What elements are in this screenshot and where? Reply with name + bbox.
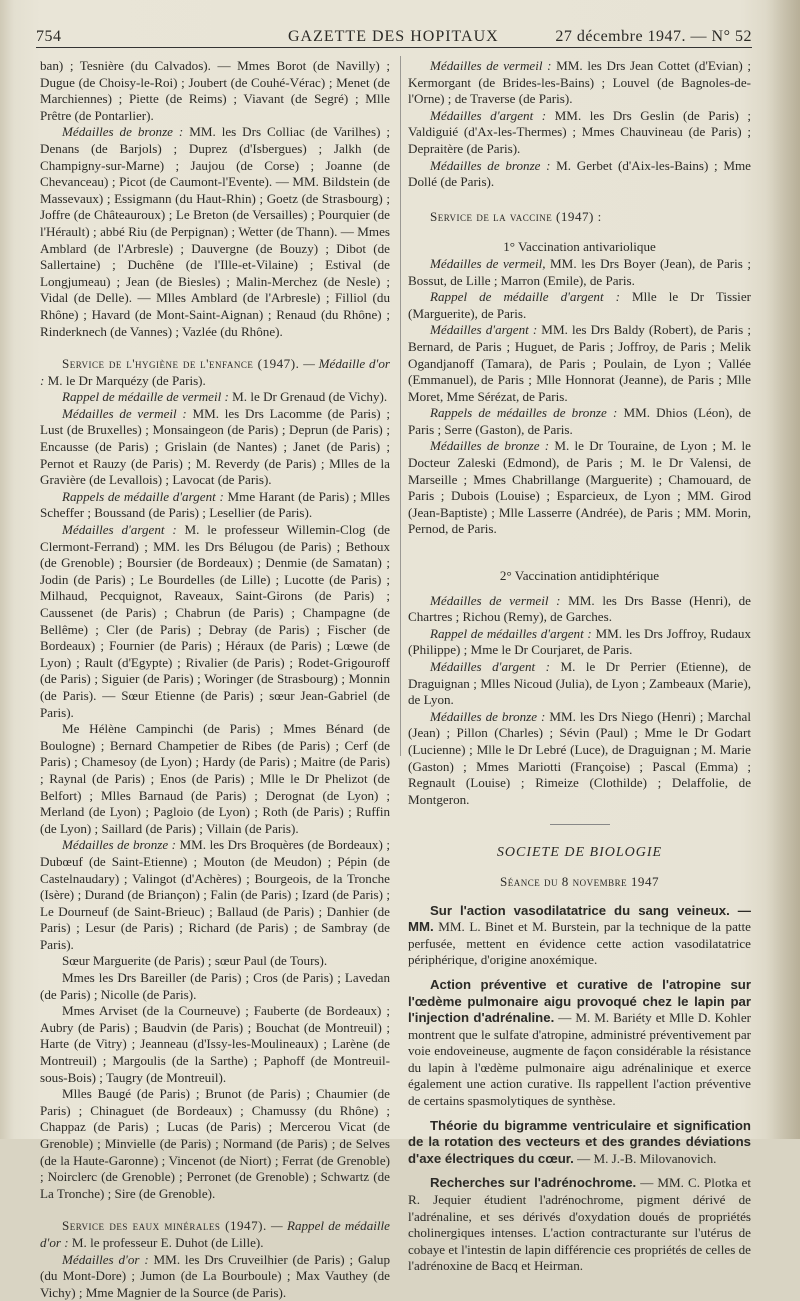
award-label: Médailles d'argent : — [62, 522, 177, 538]
award-label: Médailles de bronze : — [62, 837, 177, 853]
award-list: M. le Dr Touraine, de Lyon ; M. le Docteur Zaleski (Edmond), de Paris ; M. le Dr Valensi, de Marseille ; Mmes Chabrillange (Marguerite) ; Chamouard, de Paris ; Dubois (Louise) ; Esparcieux, de Lyon ; MM. Girod (Jean-Baptiste) ; Mlle Lasserre (Andrée), de Paris ; MM. Morin, Pernod, de Paris. — [408, 438, 751, 537]
article-title: Théorie du bigramme ventriculaire et signification de la rotation des vecteurs et des grandes déviations d'axe électriques du cœur. — [408, 1117, 751, 1166]
section-title: Service des eaux minérales (1947). — [62, 1218, 267, 1234]
column-divider — [400, 56, 401, 756]
award-list: M. Gerbet (d'Aix-les-Bains) ; Mme Dollé (de Paris). — [408, 157, 751, 190]
award-label: Rappel de médaille d'argent : — [430, 289, 620, 305]
page-edge-shadow — [766, 0, 800, 1139]
paragraph — [408, 659, 751, 709]
paragraph: Mlles Baugé (de Paris) ; Brunot (de Paris) ; Chaumier (de Paris) ; Chinaguet (de Bordeaux) ; Chamussy (du Rhône) ; Chappaz (de Paris) ; Lucas (de Paris) ; Mercerou Vicat (de Grenoble) ; Minvielle (de Paris) ; Normand (de Paris) ; de Selves (de la Haute-Garonne) ; Vincenot (de Niort) ; Ferrat (de Grenoble) ; Noirclerc (de Grenoble) ; Perronet (de Grenoble) ; Schwartz (de La Tronche) ; Sire (de Grenoble). — [40, 1086, 390, 1201]
award-list: M. le Dr Perrier (Etienne), de Draguignan ; Mlles Nicoud (Julia), de Lyon ; Zambeaux (Marie), de Lyon. — [408, 659, 751, 708]
award-label: Médailles d'argent : — [430, 107, 547, 123]
award-list: MM. les Drs Niego (Henri) ; Marchal (Jean) ; Pillon (Charles) ; Sévin (Paul) ; Mme le Dr Godart (Lucienne) ; Mlle le Dr Lebré (Luce), de Draguignan ; M. Marie (Gaston) ; Mmes Mariotti (Françoise) ; Pascal (Emma) ; Regnault (Louise) ; Rimeize (Clothilde) ; Delaffolie, de Montgeron. — [408, 708, 751, 807]
award-list: M. le Dr Marquézy (de Paris). — [44, 372, 206, 388]
award-label: Médailles de bronze : — [62, 124, 184, 140]
award-label: Médailles d'argent : — [430, 322, 538, 338]
article-text: — M. J.-B. Milovanovich. — [573, 1150, 717, 1166]
paragraph — [408, 256, 751, 289]
paragraph — [40, 522, 390, 721]
award-list: M. le Dr Grenaud (de Vichy). — [228, 389, 388, 405]
article-title: Action préventive et curative de l'atropine sur l'œdème pulmonaire aigu provoqué chez le lapin par l'injection d'adrénaline. — [408, 976, 751, 1026]
award-list: MM. les Drs Joffroy, Rudaux (Philippe) ; Mme le Dr Courjaret, de Paris. — [408, 625, 751, 658]
article-abstract — [408, 1118, 751, 1168]
award-list: MM. les Drs Boyer (Jean), de Paris ; Bossut, de Lille ; Marron (Emile), de Paris. — [408, 255, 751, 288]
award-label: Médailles de vermeil : — [430, 58, 552, 73]
award-list: MM. les Drs Lacomme (de Paris) ; Lust (de Bruxelles) ; Monsaingeon (de Paris) ; Deprun (de Paris) ; Encausse (de Paris) ; Grislain (de Nantes) ; Janet (de Paris) ; Pernot et Rauzy (de Paris) ; M. Reverdy (de Paris) ; Mlles de la Gravière (de Levallois) ; Lavocat (de Paris). — [40, 405, 390, 488]
award-label: Rappels de médailles de bronze : — [430, 405, 618, 421]
left-column — [40, 58, 390, 1301]
award-list: MM. Dhios (Léon), de Paris ; Serre (Gaston), de Paris. — [408, 405, 751, 437]
paragraph — [408, 108, 751, 158]
section-title: Service de la vaccine (1947) : — [430, 208, 602, 224]
paragraph: Me Hélène Campinchi (de Paris) ; Mmes Bénard (de Boulogne) ; Bernard Champetier de Ribes (de Paris) ; Cerf (de Paris) ; Chamesoy (de Lyon) ; Hardy (de Paris) ; Maitre (de Paris) ; Raynal (de Paris) ; Enos (de Paris) ; Mlle le Dr Phelizot (de Belfort) ; Mlles Barnaud (de Paris) ; Derognat (de Lyon) ; Merland (de Lyon) ; Pagloio (de Lyon) ; Roth (de Paris) ; Ruffin (de Lyon) ; Saillard (de Paris) ; Villain (de Paris). — [40, 721, 390, 836]
paragraph — [408, 709, 751, 809]
journal-title: GAZETTE DES HOPITAUX — [288, 28, 499, 45]
award-label: Rappel de médailles d'argent : — [430, 625, 592, 641]
award-label: Médailles de vermeil, — [430, 255, 546, 271]
award-label: Médailles de vermeil : — [430, 592, 561, 608]
award-list: Mlle le Dr Tissier (Marguerite), de Paris. — [408, 289, 751, 321]
paragraph — [40, 489, 390, 522]
award-list: MM. les Drs Geslin (de Paris) ; Valdiguié (d'Ax-les-Thermes) ; Mmes Chauvineau (de Paris) ; Depraitère (de Paris). — [408, 107, 751, 156]
header-rule — [36, 47, 752, 48]
paragraph — [40, 837, 390, 953]
award-list: M. le professeur E. Duhot (de Lille). — [68, 1234, 264, 1250]
paragraph — [408, 438, 751, 538]
award-list: MM. les Drs Broquères (de Bordeaux) ; Dubœuf (de Saint-Etienne) ; Mouton (de Meudon) ; Pépin (de Castelnaudary) ; Valingot (d'Achères) ; Bourgeois, de la Tronche (Isère) ; Durand (de Briançon) ; Falin (de Paris) ; Izard (de Paris) ; Le Dourneuf (de Saint-Brieuc) ; Ballaud (de Paris) ; Danhier (de Paris) ; Lesur (de Paris) ; Richard (de Paris) ; de Sambray (de Paris). — [40, 837, 390, 952]
article-text: — M. M. Bariéty et Mlle D. Kohler montrent que le sulfate d'atropine, administré préventivement par voie endoveineuse, augmente de façon considérable la résistance du lapin à l'œdème pulmonaire aigu adrénalinique et exerce également une action curative. Ils rappellent l'action préventive de certains spasmolytiques de synthèse. — [408, 1010, 751, 1109]
award-label: Médailles d'argent : — [430, 659, 550, 674]
session-date: Séance du 8 novembre 1947 — [499, 873, 660, 889]
paragraph: Mmes Arviset (de la Courneuve) ; Fauberte (de Bordeaux) ; Aubry (de Paris) ; Baudvin (de Paris) ; Bouchat (de Montreuil) ; Harte (de Vitry) ; Jeanneau (d'Issy-les-Moulineaux) ; Larène (de Montreuil) ; Margoulis (de la Sarthe) ; Paphoff (de Montreuil-sous-Bois) ; Taugry (de Montreuil). — [40, 1003, 390, 1085]
paragraph — [408, 289, 751, 322]
page-number: 754 — [36, 28, 62, 45]
award-label: — Médaille d'or : — [40, 356, 390, 388]
paragraph — [408, 58, 751, 108]
award-list: M. le professeur Willemin-Clog (de Clermont-Ferrand) ; MM. les Drs Bélugou (de Paris) ; Bethoux (de Grenoble) ; Boursier (de Bordeaux) ; Denmie (de Samatan) ; Jodin (de Paris) ; Le Bourdelles (de Lille) ; Lucotte (de Paris) ; Milhaud, Pecquignot, Raveaux, Saint-Girons (de Paris) ; Caussenet (de Paris) ; Chabrun (de Paris) ; Champagne (de Bellême) ; Cler (de Paris) ; Debray (de Paris) ; Fischer (de Bordeaux) ; Fournier (de Paris) ; Héraux (de Paris) ; Lœwe (de Lyon) ; Rault (d'Egypte) ; Rivalier (de Paris) ; Rodet-Grigouroff (de Paris) ; Siguier (de Paris) ; Woringer (de Strasbourg) ; Monnin (de Paris). — Sœur Etienne (de Paris) ; sœur Jean-Gabriel (de Paris). — [40, 522, 390, 720]
article-text: MM. L. Binet et M. Burstein, par la technique de la patte perfusée, mettent en évidence cette action vasodilatatrice périphérique, d'origine anoxémique. — [408, 919, 751, 968]
paragraph: Mmes les Drs Bareiller (de Paris) ; Cros (de Paris) ; Lavedan (de Paris) ; Nicolle (de Paris). — [40, 970, 390, 1002]
paragraph — [408, 626, 751, 659]
award-list: MM. les Drs Baldy (Robert), de Paris ; Bernard, de Paris ; Huguet, de Paris ; Joffroy, de Paris ; Melik Ogandjanoff (Tamara), de Paris ; Poulain, de Lyon ; Vallée (Emmanuel), de Paris ; Mlle Honnorat (Jeanne), de Paris ; Mlle Moret, Mme Sérézat, de Paris. — [408, 322, 752, 404]
paragraph: ban) ; Tesnière (du Calvados). — Mmes Borot (de Navilly) ; Dugue (de Choisy-le-Roi) ; Joubert (de Couhé-Vérac) ; Menet (de Marchiennes) ; Piette (de Reims) ; Viavant (de Segré) ; Mlle Prêtre (de Pontarlier). — [40, 58, 390, 123]
subsection-title: 1° Vaccination antivariolique — [503, 239, 656, 255]
article-abstract — [408, 1175, 751, 1275]
article-title: Sur l'action vasodilatatrice du sang veineux. — MM. — [408, 902, 751, 935]
award-label: Médailles de bronze : — [430, 708, 546, 724]
section-paragraph — [40, 356, 390, 389]
award-label: Rappels de médaille d'argent : — [62, 488, 224, 504]
paragraph — [40, 124, 390, 340]
paragraph — [40, 389, 390, 406]
award-label: Médailles d'or : — [62, 1251, 149, 1267]
section-paragraph — [40, 1218, 390, 1251]
paragraph — [40, 406, 390, 489]
paragraph — [40, 1252, 390, 1301]
section-divider — [550, 824, 610, 825]
society-heading — [408, 845, 751, 862]
paragraph — [408, 322, 751, 405]
paragraph — [408, 158, 751, 191]
award-label: Médailles de vermeil : — [62, 405, 187, 421]
award-list: MM. les Drs Basse (Henri), de Chartres ; Richou (Remy), de Garches. — [408, 592, 751, 625]
subsection-title: 2° Vaccination antidiphtérique — [499, 568, 660, 584]
society-heading-text: SOCIETE DE BIOLOGIE — [496, 845, 663, 861]
paragraph: Sœur Marguerite (de Paris) ; sœur Paul (de Tours). — [62, 953, 328, 969]
issue-date: 27 décembre 1947. — N° 52 — [555, 28, 752, 45]
award-label: Rappel de médaille de vermeil : — [62, 389, 229, 405]
award-list: MM. les Drs Jean Cottet (d'Evian) ; Kermorgant (de Brides-les-Bains) ; Louvel (de Bagnoles-de-l'Orne) ; de Traverse (de Paris). — [408, 58, 751, 107]
article-text: — MM. C. Plotka et R. Jequier étudient l'adrénochrome, pigment dérivé de l'adrénaline, et ses dérivés d'oxydation doués de propriétés cholinergiques intenses. L'action contracturante sur l'utérus de cobaye et l'intestin de lapin différencie ces propriétés de celles de l'adrénoxine de Bacq et Heirman. — [408, 1175, 751, 1274]
award-label: Médailles de bronze : — [430, 438, 550, 454]
article-title: Recherches sur l'adrénochrome. — [430, 1175, 637, 1191]
section-paragraph — [408, 209, 751, 226]
right-column — [408, 58, 751, 1275]
paragraph — [408, 405, 751, 438]
award-label: Médailles de bronze : — [430, 157, 551, 173]
section-title: Service de l'hygiène de l'enfance (1947). — [62, 356, 300, 372]
paragraph — [408, 593, 751, 626]
article-abstract — [408, 903, 751, 969]
article-abstract — [408, 977, 751, 1110]
award-list: MM. les Drs Cruveilhier (de Paris) ; Galup (du Mont-Dore) ; Jumon (de La Bourboule) ; Max Vauthey (de Vichy) ; Mme Magnier de la Source (de Paris). — [40, 1251, 391, 1300]
award-list: MM. les Drs Colliac (de Varilhes) ; Denans (de Barjols) ; Duprez (d'Isbergues) ; Jalkh (de Champigny-sur-Marne) ; Jaujou (de Corse) ; Joanne (de Chevanceau) ; Picot (de Caumont-l'Evente). — MM. Bildstein (de Massevaux) ; Essigmann (du Haut-Rhin) ; Goetz (de Strasbourg) ; Joffre (de Châteauroux) ; Le Breton (de Versailles) ; Pourquier (de l'Hérault) ; abbé Riu (de Perpignan) ; Wetter (de Thann). — Mmes Amblard (de l'Arbresle) ; Dauvergne (de Bouzy) ; Dibot (de Sallertaine) ; Duchêne (de l'Ille-et-Vilaine) ; Estival (de Longjumeau) ; Jean (de Biesles) ; Malin-Merchez (de Nesle) ; Vidal (de Delle). — Mlles Amblard (de l'Arbresle) ; Filliol (du Rhône) ; Havard (de Mont-Saint-Aignan) ; Renaud (du Rhône) ; Rinderknech (de Vannes) ; Vazlée (du Rhône). — [40, 124, 390, 339]
award-label: — Rappel de médaille d'or : — [40, 1218, 390, 1250]
award-list: Mme Harant (de Paris) ; Mlles Scheffer ; Boussand (de Paris) ; Lesellier (de Paris). — [40, 488, 390, 521]
